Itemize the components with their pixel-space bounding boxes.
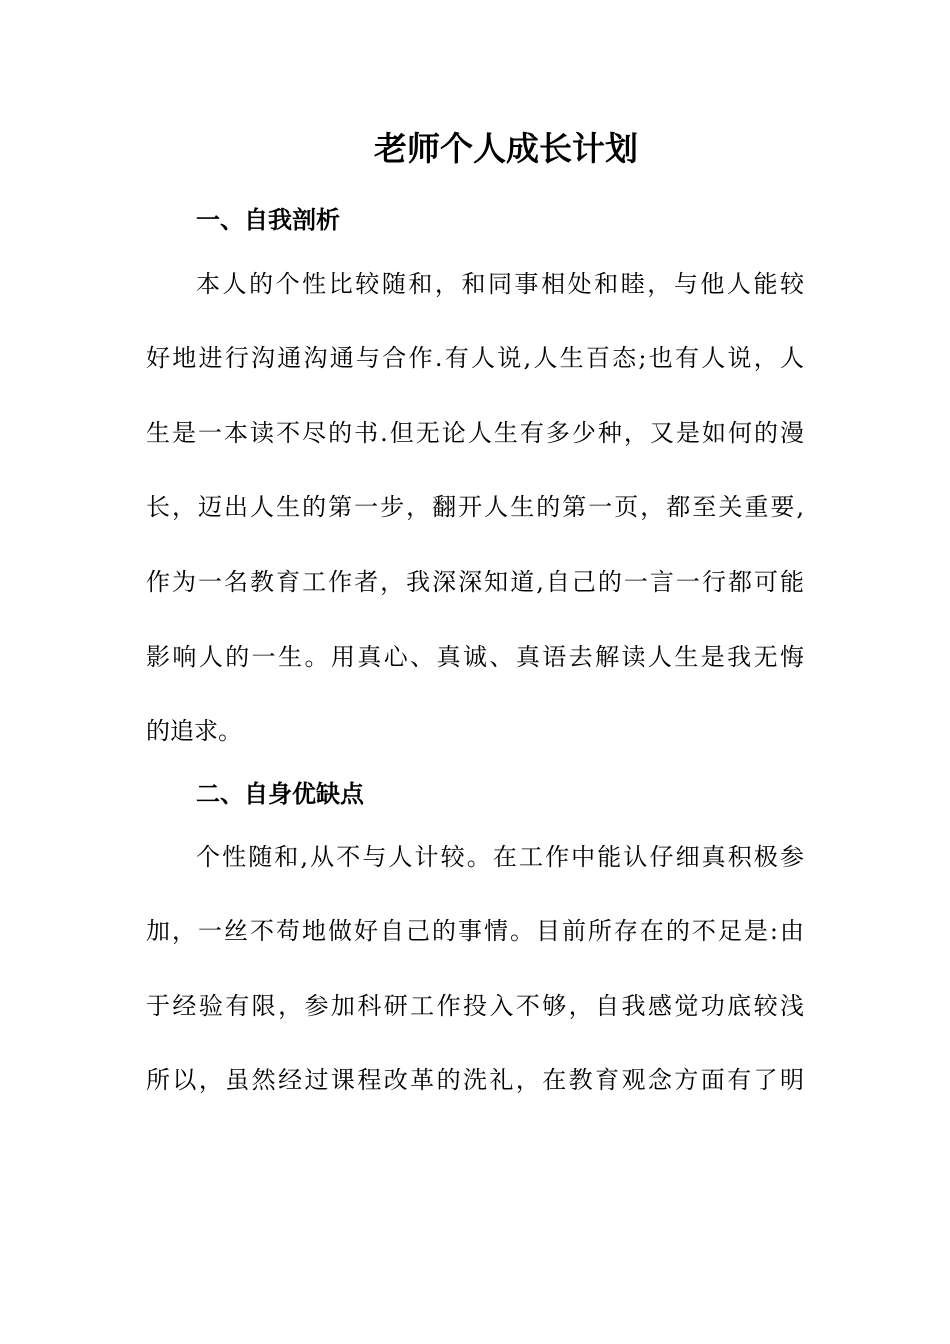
- section-heading-self-analysis: 一、自我剖析: [196, 206, 340, 234]
- paragraph-line: 的追求。: [146, 717, 242, 745]
- paragraph-line: 于经验有限，参加科研工作投入不够，自我感觉功底较浅: [146, 992, 804, 1020]
- paragraph-line: 作为一名教育工作者，我深深知道,自己的一言一行都可能: [146, 568, 804, 596]
- paragraph-line: 加，一丝不苟地做好自己的事情。目前所存在的不足是:由: [146, 917, 804, 945]
- paragraph-line: 好地进行沟通沟通与合作.有人说,人生百态;也有人说，人: [146, 344, 804, 372]
- section-heading-strengths-weaknesses: 二、自身优缺点: [196, 780, 364, 808]
- paragraph-line: 长，迈出人生的第一步，翻开人生的第一页，都至关重要,: [146, 493, 804, 521]
- document-title: 老师个人成长计划: [374, 129, 638, 168]
- paragraph-line: 本人的个性比较随和，和同事相处和睦，与他人能较: [196, 270, 804, 298]
- paragraph-line: 生是一本读不尽的书.但无论人生有多少种，又是如何的漫: [146, 419, 804, 447]
- paragraph-line: 影响人的一生。用真心、真诚、真语去解读人生是我无悔: [146, 643, 804, 671]
- paragraph-line: 所以，虽然经过课程改革的洗礼，在教育观念方面有了明: [146, 1066, 804, 1094]
- paragraph-line: 个性随和,从不与人计较。在工作中能认仔细真积极参: [196, 843, 804, 871]
